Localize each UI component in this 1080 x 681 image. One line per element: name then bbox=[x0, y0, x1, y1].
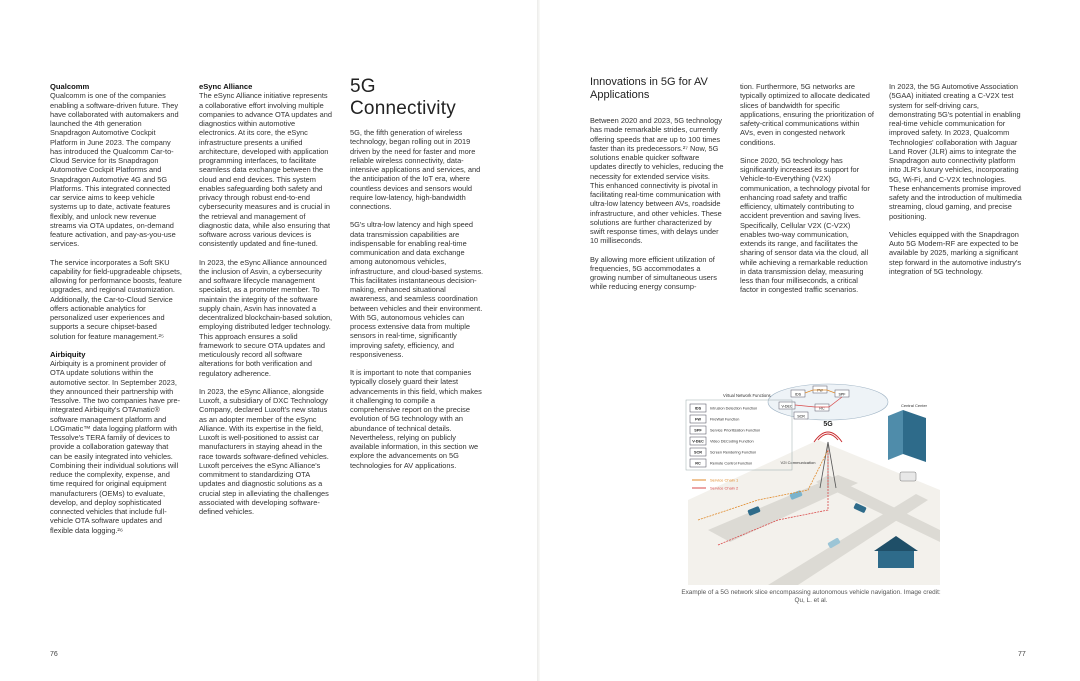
function-code: IDS bbox=[694, 406, 702, 411]
function-name: Service Prioritization Function bbox=[710, 428, 761, 433]
right-col-2 bbox=[740, 82, 874, 304]
page-number-left: 76 bbox=[50, 651, 58, 658]
paragraph: 5G, the fifth generation of wireless technology, began rolling out in 2019 driven by the need for faster and more reliable wireless connectivity, data-intensive applications and services, and the anticipation of the IoT era, where countless devices and sensors would require low-latency, high-bandwidth connections. bbox=[350, 128, 481, 211]
paragraph: The service incorporates a Soft SKU capability for field-upgradeable chipsets, allowing for performance boosts, feature upgrades, and regional customization. Additionally, the Car-to-Cloud Service offers actionable analytics for personalized user experiences and supports a secure chipset-based solution for feature management.²⁵ bbox=[50, 257, 182, 341]
function-code: FW bbox=[695, 417, 701, 422]
function-name: FireWall Function bbox=[710, 417, 740, 422]
right-col-3 bbox=[889, 82, 1025, 285]
paragraph: tion. Furthermore, 5G networks are typically optimized to allocate dedicated slices of bandwidth for specific applications, ensuring the prioritization of safety-critical communications within AVs, even in congested network conditions. bbox=[740, 82, 874, 147]
5g-network-slice-figure bbox=[678, 380, 940, 585]
paragraph: Vehicles equipped with the Snapdragon Auto 5G Modem-RF are expected to be available by 2025, marking a significant step forward in the automotive industry's integration of 5G technology. bbox=[889, 229, 1022, 276]
paragraph: Since 2020, 5G technology has significantly increased its support for Vehicle-to-Everything (V2X) communication, a technology pivotal for enhancing road safety and traffic efficiency, ultimately contributing to accident prevention and saving lives. Specifically, Cellular V2X (C-V2X) enables two-way communication, extends its range, and facilitates the sharing of sensor data via the cloud, all while achieving a remarkable reduction in data transmission delay, measuring less than four milliseconds, a critical factor in congested traffic scenarios. bbox=[740, 155, 870, 295]
central-center-label: Central Center bbox=[900, 403, 928, 408]
paragraph: In 2023, the eSync Alliance, alongside Luxoft, a subsidiary of DXC Technology Company, declared Luxoft's new status as an adopter member of the eSync Alliance. With its expertise in the field, Luxoft is well-positioned to assist car manufacturers in staying ahead in the race towards software-defined vehicles. Luxoft perceives the eSync Alliance's commitment to standardizing OTA updates and diagnostic solutions as a crucial step in alleviating the challenges associated with developing software-defined vehicles. bbox=[199, 386, 329, 516]
right-col-1 bbox=[590, 76, 724, 301]
function-code: V-DEC bbox=[692, 439, 704, 444]
paragraph: By allowing more efficient utilization of frequencies, 5G accommodates a growing number of simultaneous users while reducing energy consump- bbox=[590, 254, 717, 292]
paragraph: The eSync Alliance initiative represents a collaborative effort involving multiple companies to advance OTA updates and diagnostics within automotive electronics. At its core, the eSync infrastructure presents a unified architecture, developed with application programming interfaces, to facilitate seamless data exchange between the cloud and end devices. This system enables safeguarding both safety and privacy through robust end-to-end cybersecurity measures and is crucial in the retrieval and management of diagnostic data, while also ensuring that software across various devices is consistently updated and fine-tuned. bbox=[199, 91, 332, 249]
section-title-5g: 5G Connectivity bbox=[350, 76, 456, 119]
5g-label: 5G bbox=[823, 421, 833, 428]
figure-caption: Example of a 5G network slice encompassing autonomous vehicle navigation. Image credit: Qu, L. et al. bbox=[681, 589, 941, 604]
function-name: Intrusion Detection Function bbox=[710, 406, 758, 411]
paragraph: In 2023, the 5G Automotive Association (5GAA) initiated creating a C-V2X test system for self-driving cars, demonstrating 5G's potential in enabling real-time vehicle communication for improved safety. In 2023, Qualcomm Technologies' collaboration with Jaguar Land Rover (JLR) aims to integrate the Snapdragon auto connectivity platform into JLR's luxury vehicles, incorporating 5G, Wi-Fi, and C-V2X technologies. These enhancements promise improved safety and the introduction of multimedia streaming, cloud gaming, and precise positioning. bbox=[889, 82, 1022, 221]
paragraph: It is important to note that companies typically closely guard their latest advancements in this field, which makes it challenging to compile a comprehensive report on the precise evolution of 5G technology with an abundance of technical details. Nevertheless, relying on publicly available information, in this section we explore the advancements on 5G technologies for AV applications. bbox=[350, 368, 482, 470]
chain2-label: Service Chain 2 bbox=[710, 485, 739, 491]
chain-box-label: IDS bbox=[795, 392, 801, 397]
paragraph: Qualcomm is one of the companies enabling a software-driven future. They have collaborated with automakers and launched the 4th generation Snapdragon Automotive Cockpit Platform in June 2023. The company has introduced the Qualcomm Car-to-Cloud Service for its Snapdragon Automotive Cockpit Platforms and Snapdragon Automotive 4G and 5G Platforms. This integrated connected car service aims to keep vehicle systems up to date, activate features flexibly, and unlock new revenue streams via OTA updates, on-demand feature activation, and pay-as-you-use services. bbox=[50, 91, 179, 249]
function-code: SPF bbox=[694, 428, 702, 433]
heading-qualcomm: Qualcomm bbox=[50, 82, 90, 91]
left-col-1 bbox=[50, 82, 182, 544]
v2i-label: V2I Communication bbox=[780, 460, 816, 465]
chain-box-label: SPF bbox=[838, 392, 846, 397]
heading-esync: eSync Alliance bbox=[199, 82, 253, 91]
paragraph: Between 2020 and 2023, 5G technology has made remarkable strides, currently offering speeds that are up to 100 times faster than its predecessors.²⁷ Now, 5G solutions enable quicker software updates directly to vehicles, reducing the necessity for extended service visits. This enhanced connectivity is pivotal in facilitating real-time communication with ultra-low latency between AVs, roadside infrastructure, and other vehicles. These solutions are further characterized by swift response times, with delays under 10 milliseconds. bbox=[590, 116, 724, 246]
function-name: Screen Rendering Function bbox=[710, 450, 757, 455]
central-center-building bbox=[888, 403, 928, 462]
chain1-label: Service Chain 1 bbox=[710, 477, 739, 483]
heading-airbiquity: Airbiquity bbox=[50, 349, 86, 359]
chain-box-label: V-DEC bbox=[781, 404, 793, 409]
chain-box-label: SCR bbox=[797, 414, 805, 419]
left-col-2 bbox=[199, 82, 333, 525]
paragraph: 5G's ultra-low latency and high speed data transmission capabilities are indispensable for enabling real-time communication and data exchange among autonomous vehicles, infrastructure, and cloud-based systems. This facilitates instantaneous decision-making, enhanced situational awareness, and seamless coordination between vehicles and their environment. With 5G, autonomous vehicles can process extensive data from multiple sensors in real-time, significantly improving safety, efficiency, and responsiveness. bbox=[350, 220, 484, 359]
chain-box-label: RC bbox=[819, 406, 825, 411]
network-cloud bbox=[768, 384, 888, 420]
vnf-title: Virtual Network Functions bbox=[723, 393, 771, 398]
page-number-right: 77 bbox=[1018, 651, 1026, 658]
function-code: RC bbox=[695, 461, 701, 466]
chain-box-label: FW bbox=[817, 388, 823, 393]
section-title-innovations: Innovations in 5G for AV Applications bbox=[590, 76, 708, 101]
paragraph: In 2023, the eSync Alliance announced the inclusion of Asvin, a cybersecurity and software lifecycle management specialist, as a promoter member. To maintain the integrity of the software supply chain, Asvin has innovated a decentralized blockchain-based solution, employing distributed ledger technology. This approach ensures a solid framework to secure OTA updates and meticulously record all software alterations for both verification and regulatory adherence. bbox=[199, 257, 333, 378]
left-col-3 bbox=[350, 76, 484, 479]
function-name: Remote Control Function bbox=[710, 461, 753, 466]
function-name: Video DECoding Function bbox=[710, 439, 754, 444]
function-code: SCR bbox=[693, 450, 703, 455]
truck bbox=[900, 472, 916, 481]
paragraph: Airbiquity is a prominent provider of OTA update solutions within the automotive sector. In September 2023, they announced their partnership with Tessolve. The two companies have pre-integrated Airbiquity's OTAmatic® software management platform and LOGmatic™ data logging platform with Tessolve's TERA family of devices to provide a collaboration gateway that can be easily integrated into vehicles. Combining their individual solutions will reduce the complexity, expense, and time required for original equipment manufacturers (OEMs) to evaluate, develop, and deploy sophisticated connected vehicles that include full-vehicle OTA software updates and flexible data logging.²⁶ bbox=[50, 359, 181, 535]
